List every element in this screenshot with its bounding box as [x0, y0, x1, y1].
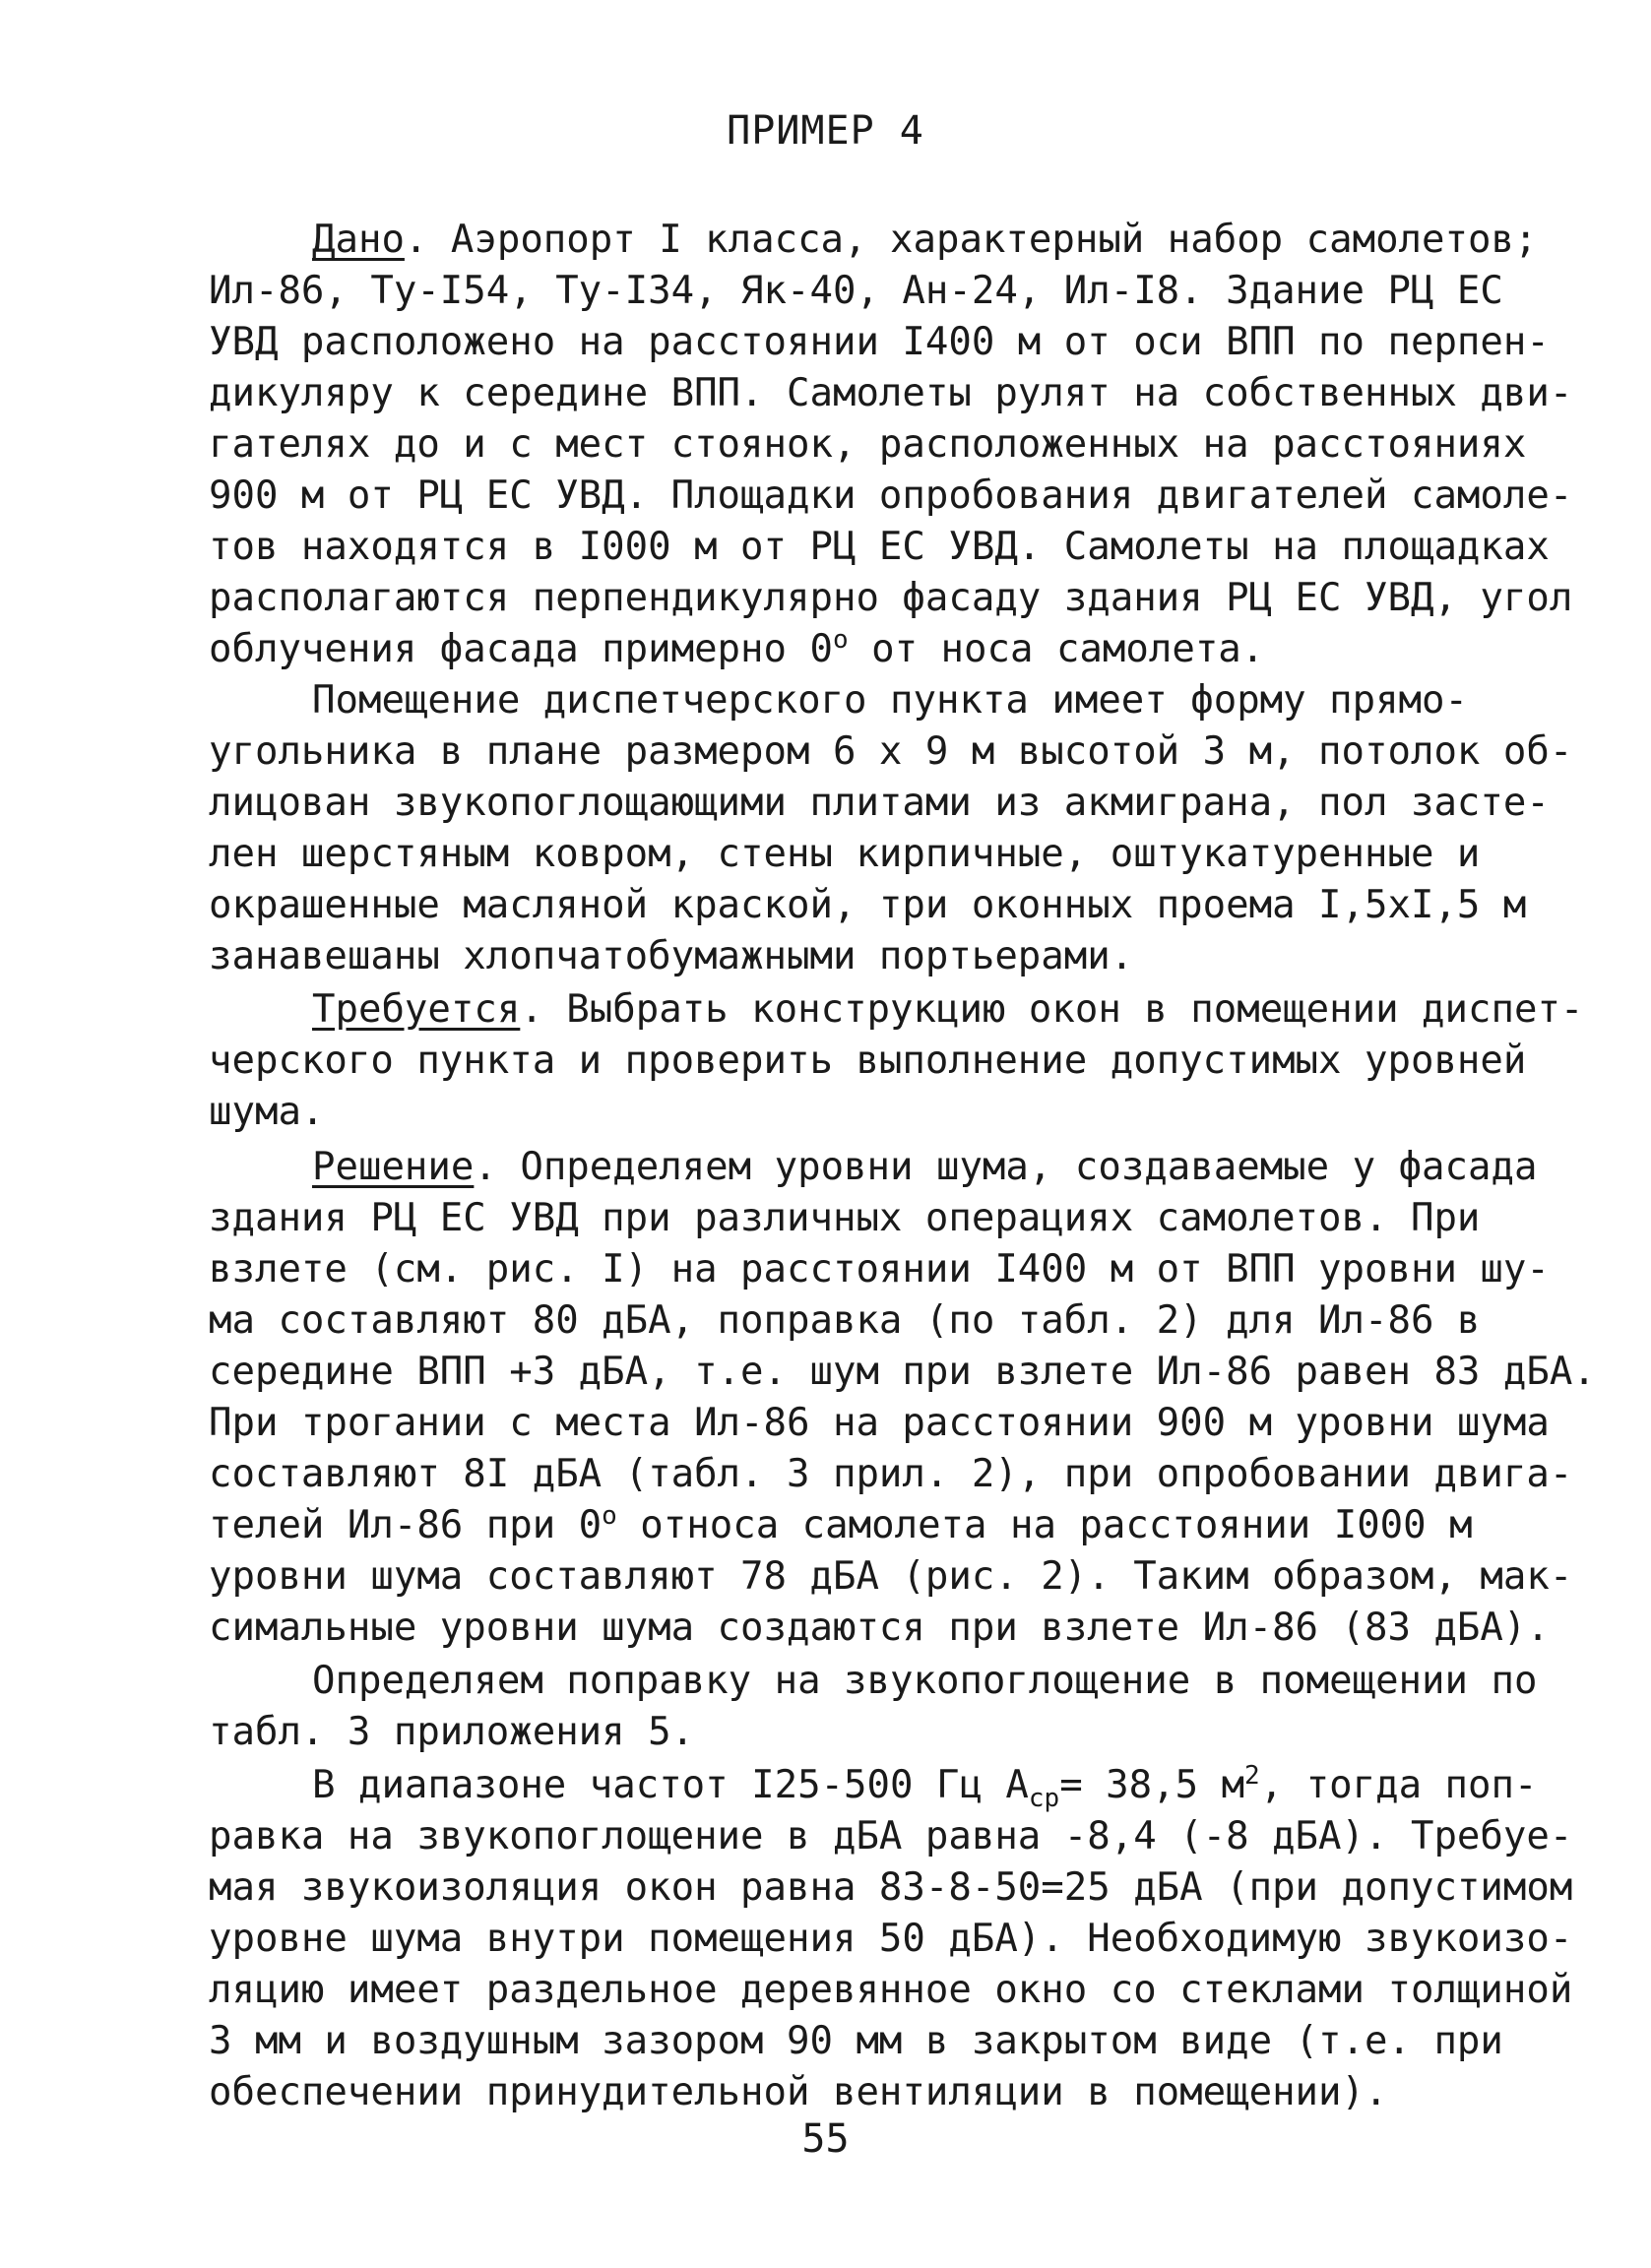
text-line: шума.	[209, 1090, 325, 1134]
line-text: В диапазоне частот I25-500 Гц А	[312, 1763, 1029, 1807]
text-line: располагаются перпендикулярно фасаду здания РЦ ЕС УВД, угол	[209, 576, 1573, 620]
text-line: гателях до и с мест стоянок, расположенных на расстояниях	[209, 422, 1527, 467]
text-line: середине ВПП +3 дБА, т.е. шум при взлете Ил-86 равен 83 дБА.	[209, 1350, 1596, 1394]
line-text: . Выбрать конструкцию окон в помещении диспет-	[520, 987, 1584, 1032]
text-line: Определяем поправку на звукопоглощение в помещении по	[312, 1659, 1538, 1703]
text-line: уровни шума составляют 78 дБА (рис. 2). Таким образом, мак-	[209, 1554, 1573, 1599]
label-trebuetsya: Требуется	[312, 987, 521, 1032]
label-dano: Дано	[312, 218, 405, 262]
text-line: уровне шума внутри помещения 50 дБА). Необходимую звукоизо-	[209, 1917, 1573, 1961]
text-line	[312, 215, 1538, 266]
text-line	[312, 1760, 1538, 1813]
label-reshenie: Решение	[312, 1145, 475, 1189]
text-line: При трогании с места Ил-86 на расстоянии 900 м уровни шума	[209, 1401, 1550, 1445]
text-line	[312, 1142, 1538, 1193]
text-line: дикуляру к середине ВПП. Самолеты рулят на собственных дви-	[209, 371, 1573, 415]
line-text: . Аэропорт I класса, характерный набор самолетов;	[404, 218, 1538, 262]
text-line: лен шерстяным ковром, стены кирпичные, оштукатуренные и	[209, 832, 1481, 876]
text-line: 900 м от РЦ ЕС УВД. Площадки опробования двигателей самоле-	[209, 473, 1573, 518]
page-number: 55	[801, 2116, 850, 2162]
text-line	[312, 984, 1584, 1036]
text-line: Помещение диспетчерского пункта имеет форму прямо-	[312, 678, 1468, 723]
text-line: симальные уровни шума создаются при взлете Ил-86 (83 дБА).	[209, 1606, 1550, 1650]
line-text: от носа самолета.	[848, 627, 1265, 671]
text-line: здания РЦ ЕС УВД при различных операциях самолетов. При	[209, 1196, 1481, 1240]
line-text: . Определяем уровни шума, создаваемые у фасада	[474, 1145, 1538, 1189]
text-line: взлете (см. рис. I) на расстоянии I400 м от ВПП уровни шу-	[209, 1247, 1550, 1292]
superscript: 2	[1244, 1761, 1260, 1791]
text-line: черского пункта и проверить выполнение допустимых уровней	[209, 1039, 1527, 1083]
line-text: = 38,5 м	[1059, 1763, 1245, 1807]
text-line: окрашенные масляной краской, три оконных проема I,5хI,5 м	[209, 883, 1527, 927]
text-line: тов находятся в I000 м от РЦ ЕС УВД. Самолеты на площадках	[209, 525, 1550, 569]
page-title: ПРИМЕР 4	[727, 108, 924, 154]
text-line: Ил-86, Ту-I54, Ту-I34, Як-40, Ан-24, Ил-I8. Здание РЦ ЕС	[209, 269, 1503, 313]
text-line: занавешаны хлопчатобумажными портьерами.	[209, 934, 1134, 978]
text-line	[209, 624, 1469, 675]
subscript: ср	[1028, 1783, 1060, 1813]
degree-mark: о	[832, 625, 849, 655]
text-line	[209, 1500, 1473, 1551]
text-line: лицован звукопоглощающими плитами из акмиграна, пол засте-	[209, 781, 1550, 825]
text-line: табл. 3 приложения 5.	[209, 1710, 695, 1754]
line-text: телей Ил-86 при 0	[209, 1503, 603, 1547]
line-text: , тогда поп-	[1259, 1763, 1538, 1807]
text-line: обеспечении принудительной вентиляции в помещении).	[209, 2070, 1388, 2114]
text-line: мая звукоизоляция окон равна 83-8-50=25 дБА (при допустимом	[209, 1865, 1573, 1910]
text-line: 3 мм и воздушным зазором 90 мм в закрытом виде (т.е. при	[209, 2019, 1503, 2063]
text-line: УВД расположено на расстоянии I400 м от оси ВПП по перпен-	[209, 320, 1550, 364]
text-line: равка на звукопоглощение в дБА равна -8,4 (-8 дБА). Требуе-	[209, 1814, 1573, 1858]
line-text: относа самолета на расстоянии I000 м	[616, 1503, 1473, 1547]
text-line: ма составляют 80 дБА, поправка (по табл. 2) для Ил-86 в	[209, 1298, 1481, 1343]
degree-mark: о	[602, 1501, 617, 1531]
text-line: угольника в плане размером 6 х 9 м высотой 3 м, потолок об-	[209, 729, 1573, 774]
text-line: ляцию имеет раздельное деревянное окно со стеклами толщиной	[209, 1968, 1573, 2012]
text-line: составляют 8I дБА (табл. 3 прил. 2), при опробовании двига-	[209, 1452, 1573, 1496]
line-text: облучения фасада примерно 0	[209, 627, 833, 671]
